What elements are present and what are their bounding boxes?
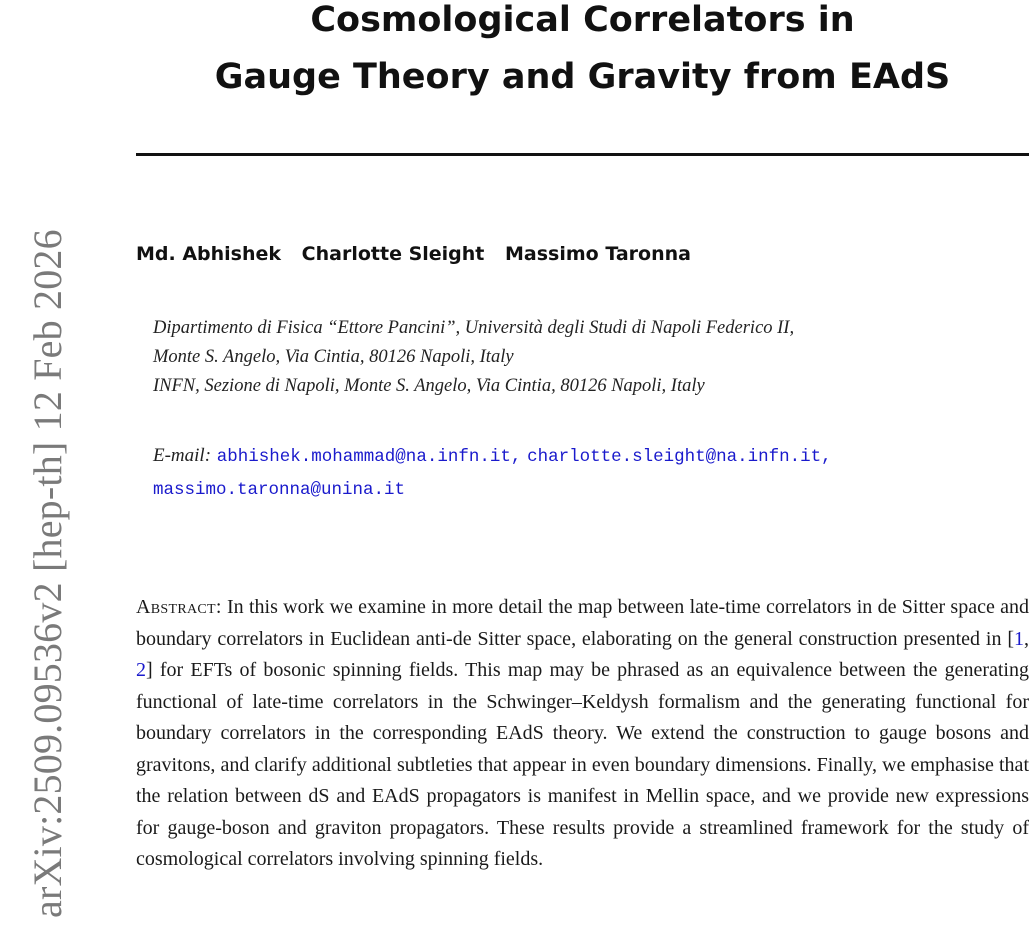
email-link-2[interactable]: charlotte.sleight@na.infn.it, [527,447,832,467]
email-link-1[interactable]: abhishek.mohammad@na.infn.it, [216,447,522,467]
abstract-label: Abstract: [136,596,222,618]
title-rule [136,153,1029,156]
arxiv-identifier: arXiv:2509.09536v2 [hep-th] 12 Feb 2026 [25,229,70,918]
author-list [136,243,705,265]
author-2: Charlotte Sleight [301,243,485,265]
paper-title [136,0,1029,106]
abstract-text-part-1: In this work we examine in more detail the map between late-time correlators in de Sitter space and boundary correlators in Euclidean anti-de Sitter space, elaborating on the general construction presented in [ [136,596,1029,650]
author-1: Md. Abhishek [136,243,282,265]
citation-link-1[interactable]: 1 [1014,627,1024,650]
citation-separator: , [1024,627,1029,650]
author-3: Massimo Taronna [505,243,691,265]
title-line-2: Gauge Theory and Gravity from EAdS [214,57,951,97]
abstract [136,592,1029,876]
email-block [153,440,832,506]
affiliation-line-1: Dipartimento di Fisica “Ettore Pancini”, Università degli Studi di Napoli Federico II, [153,318,795,338]
citation-link-2[interactable]: 2 [136,659,146,681]
abstract-text-part-2: ] for EFTs of bosonic spinning fields. This map may be phrased as an equivalence between the generating functional of late-time correlators in the Schwinger–Keldysh formalism and the generating functional for boundary correlators in the corresponding EAdS theory. We extend the construction to gauge bosons and gravitons, and clarify additional subtleties that appear in even boundary dimensions. Finally, we emphasise that the relation between dS and EAdS propagators is manifest in Mellin space, and we provide new expressions for gauge-boson and graviton propagators. These results provide a streamlined framework for the study of cosmological correlators involving spinning fields. [136,659,1029,870]
affiliation-line-2: Monte S. Angelo, Via Cintia, 80126 Napoli, Italy [153,347,514,367]
email-link-3[interactable]: massimo.taronna@unina.it [153,480,406,500]
email-label: E-mail: [153,445,212,466]
title-line-1: Cosmological Correlators in [310,0,855,40]
affiliation-line-3: INFN, Sezione di Napoli, Monte S. Angelo, Via Cintia, 80126 Napoli, Italy [153,376,705,396]
affiliations [153,314,794,401]
